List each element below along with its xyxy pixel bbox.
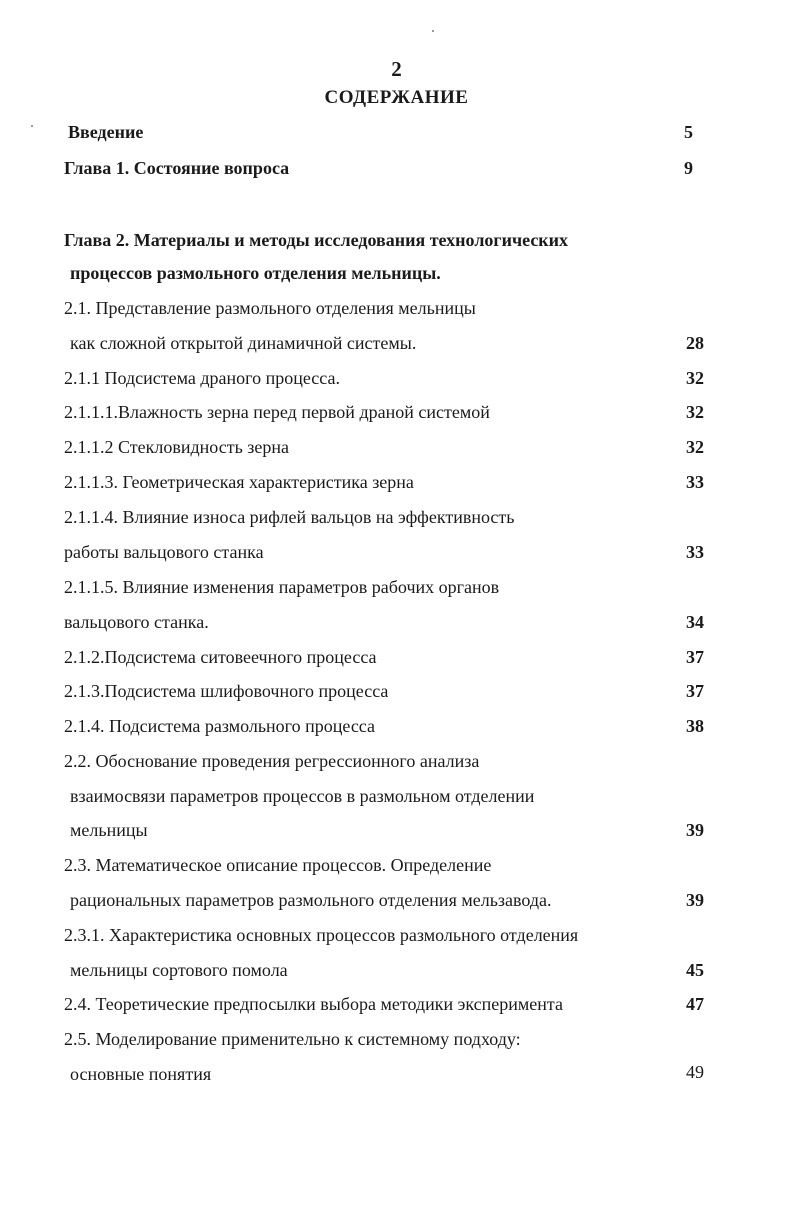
toc-entry-title: 2.2. Обоснование проведения регрессионного анализа — [64, 751, 480, 771]
toc-entry-page: 33 — [686, 542, 704, 562]
toc-entry-page: 34 — [686, 612, 704, 632]
toc-entry-title: основные понятия — [70, 1064, 212, 1084]
toc-entry-page: 9 — [684, 158, 693, 178]
toc-entry-title: 2.4. Теоретические предпосылки выбора методики эксперимента — [64, 994, 563, 1014]
toc-entry-title: вальцового станка. — [64, 612, 209, 632]
toc-entry-page: 39 — [686, 820, 704, 840]
toc-entry-page: 32 — [686, 368, 704, 388]
toc-entry-page: 32 — [686, 402, 704, 422]
toc-entry-title: 2.1.1.3. Геометрическая характеристика зерна — [64, 472, 414, 492]
page-number: 2 — [391, 57, 402, 81]
toc-entry-title: 2.1.1 Подсистема драного процесса. — [64, 368, 340, 388]
toc-entry-title: работы вальцового станка — [64, 542, 264, 562]
toc-entry-title: 2.3.1. Характеристика основных процессов размольного отделения — [64, 925, 579, 945]
toc-entry-title: Глава 1. Состояние вопроса — [64, 158, 290, 178]
toc-entry-page: 33 — [686, 472, 704, 492]
toc-entry-title: мельницы — [70, 820, 148, 840]
toc-entry-title: 2.1.2.Подсистема ситовеечного процесса — [64, 647, 377, 667]
toc-entry-title: 2.5. Моделирование применительно к системному подходу: — [64, 1029, 521, 1049]
toc-entry-title: 2.1.1.1.Влажность зерна перед первой драной системой — [64, 402, 490, 422]
toc-entry-title: взаимосвязи параметров процессов в размольном отделении — [70, 786, 535, 806]
toc-entry-title: 2.1. Представление размольного отделения мельницы — [64, 298, 476, 318]
toc-entry-title: мельницы сортового помола — [70, 960, 288, 980]
toc-entry-title: 2.1.1.2 Стекловидность зерна — [64, 437, 290, 457]
toc-entry-title: рациональных параметров размольного отделения мельзавода. — [70, 890, 552, 910]
toc-entry-page: 5 — [684, 122, 693, 142]
toc-entry-page: 32 — [686, 437, 704, 457]
toc-entry-title: как сложной открытой динамичной системы. — [70, 333, 417, 353]
toc-chapter-title: процессов размольного отделения мельницы. — [70, 263, 441, 283]
toc-chapter-title: Глава 2. Материалы и методы исследования технологических — [64, 230, 569, 250]
toc-entry-title: 2.1.1.4. Влияние износа рифлей вальцов на эффективность — [64, 507, 515, 527]
scan-speck — [432, 30, 434, 32]
toc-entry-title: 2.1.4. Подсистема размольного процесса — [64, 716, 376, 736]
toc-entry-title: 2.3. Математическое описание процессов. Определение — [64, 855, 492, 875]
scan-speck — [31, 125, 33, 127]
toc-entry-page: 45 — [686, 960, 704, 980]
toc-entry-page: 37 — [686, 681, 704, 701]
toc-entry-page: 47 — [686, 994, 704, 1014]
toc-entry-title: 2.1.1.5. Влияние изменения параметров рабочих органов — [64, 577, 500, 597]
toc-entry-page: 39 — [686, 890, 704, 910]
page-title: СОДЕРЖАНИЕ — [324, 87, 469, 108]
toc-entry-page: 37 — [686, 647, 704, 667]
toc-entry-title: Введение — [68, 122, 144, 142]
toc-entry-page: 28 — [686, 333, 704, 353]
toc-entry-page: 38 — [686, 716, 704, 736]
toc-entry-page: 49 — [686, 1062, 704, 1082]
toc-entry-title: 2.1.3.Подсистема шлифовочного процесса — [64, 681, 389, 701]
